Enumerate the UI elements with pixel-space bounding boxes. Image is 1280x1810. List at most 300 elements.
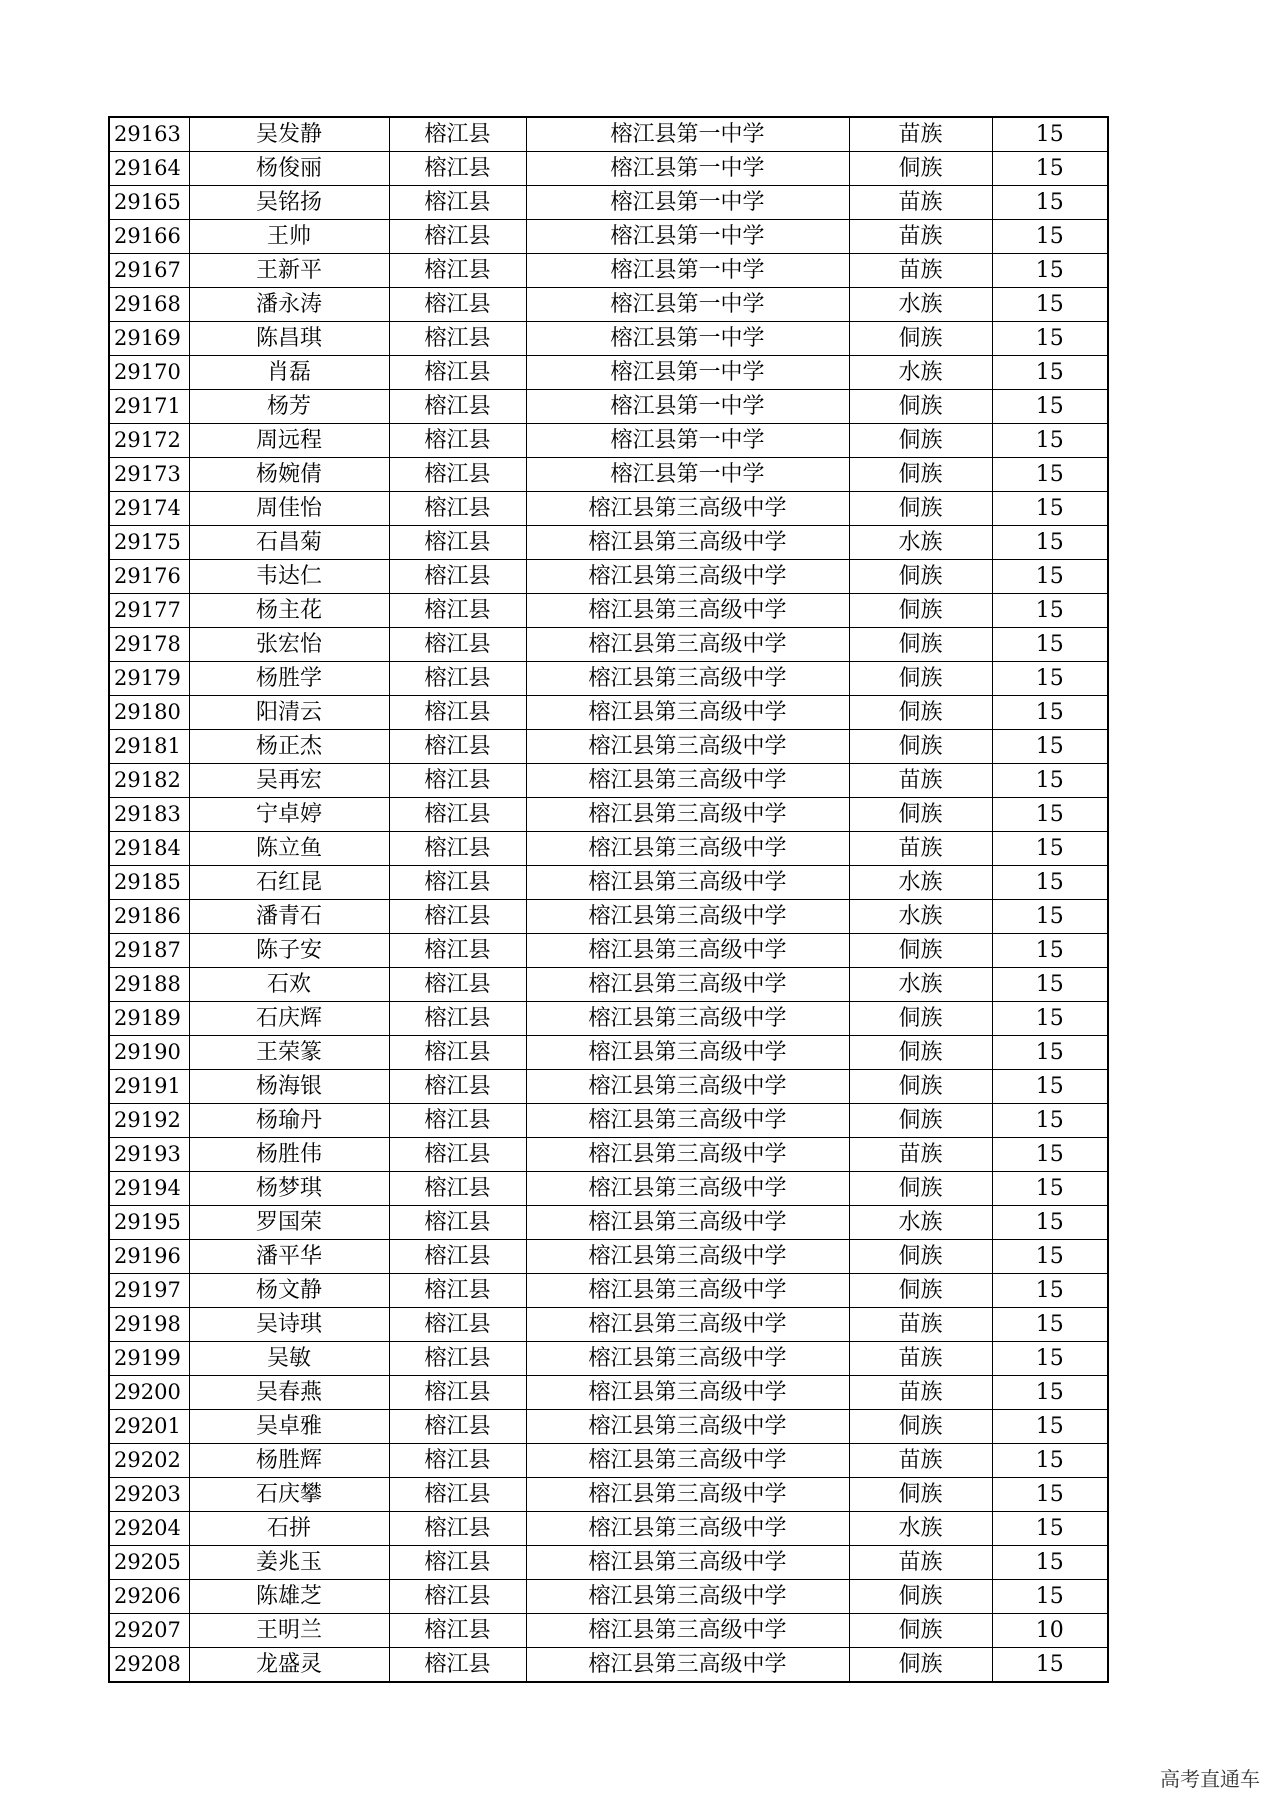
school-cell: 榕江县第三高级中学: [526, 968, 849, 1002]
bonus-points-cell: 15: [992, 117, 1108, 152]
exam-number-cell: 29189: [109, 1002, 189, 1036]
exam-number-cell: 29178: [109, 628, 189, 662]
school-cell: 榕江县第三高级中学: [526, 492, 849, 526]
exam-number-cell: 29179: [109, 662, 189, 696]
ethnicity-cell: 侗族: [849, 934, 992, 968]
school-cell: 榕江县第一中学: [526, 458, 849, 492]
ethnicity-cell: 侗族: [849, 798, 992, 832]
school-cell: 榕江县第一中学: [526, 424, 849, 458]
table-row: [109, 1172, 1108, 1206]
exam-number-cell: 29203: [109, 1478, 189, 1512]
exam-number-cell: 29195: [109, 1206, 189, 1240]
exam-number-cell: 29201: [109, 1410, 189, 1444]
bonus-points-cell: 15: [992, 730, 1108, 764]
ethnicity-cell: 侗族: [849, 1002, 992, 1036]
ethnicity-cell: 水族: [849, 968, 992, 1002]
school-cell: 榕江县第一中学: [526, 186, 849, 220]
exam-number-cell: 29164: [109, 152, 189, 186]
school-cell: 榕江县第三高级中学: [526, 526, 849, 560]
exam-number-cell: 29190: [109, 1036, 189, 1070]
roster-table: [108, 116, 1109, 1683]
student-name-cell: 吴春燕: [189, 1376, 389, 1410]
student-name-cell: 王明兰: [189, 1614, 389, 1648]
student-name-cell: 吴诗琪: [189, 1308, 389, 1342]
table-row: [109, 1104, 1108, 1138]
county-cell: 榕江县: [389, 832, 526, 866]
ethnicity-cell: 苗族: [849, 1546, 992, 1580]
exam-number-cell: 29199: [109, 1342, 189, 1376]
county-cell: 榕江县: [389, 1342, 526, 1376]
bonus-points-cell: 15: [992, 560, 1108, 594]
exam-number-cell: 29163: [109, 117, 189, 152]
bonus-points-cell: 15: [992, 696, 1108, 730]
table-row: [109, 900, 1108, 934]
table-row: [109, 356, 1108, 390]
student-name-cell: 杨梦琪: [189, 1172, 389, 1206]
exam-number-cell: 29168: [109, 288, 189, 322]
exam-number-cell: 29177: [109, 594, 189, 628]
school-cell: 榕江县第三高级中学: [526, 594, 849, 628]
exam-number-cell: 29175: [109, 526, 189, 560]
county-cell: 榕江县: [389, 1104, 526, 1138]
ethnicity-cell: 侗族: [849, 1070, 992, 1104]
table-row: [109, 1308, 1108, 1342]
bonus-points-cell: 15: [992, 1240, 1108, 1274]
bonus-points-cell: 15: [992, 1580, 1108, 1614]
county-cell: 榕江县: [389, 390, 526, 424]
ethnicity-cell: 侗族: [849, 458, 992, 492]
bonus-points-cell: 15: [992, 628, 1108, 662]
bonus-points-cell: 15: [992, 1444, 1108, 1478]
student-name-cell: 宁卓婷: [189, 798, 389, 832]
table-row: [109, 1478, 1108, 1512]
county-cell: 榕江县: [389, 458, 526, 492]
ethnicity-cell: 水族: [849, 866, 992, 900]
exam-number-cell: 29204: [109, 1512, 189, 1546]
student-name-cell: 吴铭扬: [189, 186, 389, 220]
table-row: [109, 1580, 1108, 1614]
ethnicity-cell: 侗族: [849, 628, 992, 662]
bonus-points-cell: 15: [992, 866, 1108, 900]
bonus-points-cell: 15: [992, 1410, 1108, 1444]
county-cell: 榕江县: [389, 1172, 526, 1206]
ethnicity-cell: 苗族: [849, 832, 992, 866]
county-cell: 榕江县: [389, 1070, 526, 1104]
county-cell: 榕江县: [389, 628, 526, 662]
exam-number-cell: 29187: [109, 934, 189, 968]
school-cell: 榕江县第三高级中学: [526, 1342, 849, 1376]
bonus-points-cell: 15: [992, 526, 1108, 560]
ethnicity-cell: 水族: [849, 900, 992, 934]
ethnicity-cell: 侗族: [849, 1478, 992, 1512]
bonus-points-cell: 15: [992, 764, 1108, 798]
student-name-cell: 陈立鱼: [189, 832, 389, 866]
school-cell: 榕江县第一中学: [526, 288, 849, 322]
student-name-cell: 张宏怡: [189, 628, 389, 662]
table-row: [109, 1036, 1108, 1070]
table-row: [109, 1546, 1108, 1580]
exam-number-cell: 29174: [109, 492, 189, 526]
ethnicity-cell: 侗族: [849, 594, 992, 628]
school-cell: 榕江县第三高级中学: [526, 1614, 849, 1648]
school-cell: 榕江县第三高级中学: [526, 1580, 849, 1614]
ethnicity-cell: 侗族: [849, 1614, 992, 1648]
bonus-points-cell: 15: [992, 356, 1108, 390]
student-name-cell: 吴再宏: [189, 764, 389, 798]
school-cell: 榕江县第三高级中学: [526, 1172, 849, 1206]
bonus-points-cell: 15: [992, 900, 1108, 934]
county-cell: 榕江县: [389, 424, 526, 458]
school-cell: 榕江县第三高级中学: [526, 1410, 849, 1444]
bonus-points-cell: 15: [992, 458, 1108, 492]
table-row: [109, 1206, 1108, 1240]
county-cell: 榕江县: [389, 560, 526, 594]
ethnicity-cell: 苗族: [849, 1342, 992, 1376]
student-name-cell: 杨胜伟: [189, 1138, 389, 1172]
bonus-points-cell: 15: [992, 662, 1108, 696]
table-row: [109, 696, 1108, 730]
table-row: [109, 1138, 1108, 1172]
county-cell: 榕江县: [389, 696, 526, 730]
exam-number-cell: 29173: [109, 458, 189, 492]
exam-number-cell: 29197: [109, 1274, 189, 1308]
exam-number-cell: 29186: [109, 900, 189, 934]
table-row: [109, 1410, 1108, 1444]
student-name-cell: 石昌菊: [189, 526, 389, 560]
student-name-cell: 杨俊丽: [189, 152, 389, 186]
ethnicity-cell: 苗族: [849, 117, 992, 152]
school-cell: 榕江县第三高级中学: [526, 1274, 849, 1308]
exam-number-cell: 29194: [109, 1172, 189, 1206]
student-name-cell: 杨海银: [189, 1070, 389, 1104]
exam-number-cell: 29170: [109, 356, 189, 390]
table-row: [109, 424, 1108, 458]
ethnicity-cell: 苗族: [849, 254, 992, 288]
ethnicity-cell: 侗族: [849, 152, 992, 186]
exam-number-cell: 29202: [109, 1444, 189, 1478]
bonus-points-cell: 15: [992, 934, 1108, 968]
student-name-cell: 吴敏: [189, 1342, 389, 1376]
school-cell: 榕江县第三高级中学: [526, 1240, 849, 1274]
school-cell: 榕江县第一中学: [526, 117, 849, 152]
county-cell: 榕江县: [389, 1648, 526, 1683]
exam-number-cell: 29183: [109, 798, 189, 832]
table-row: [109, 492, 1108, 526]
bonus-points-cell: 15: [992, 1036, 1108, 1070]
bonus-points-cell: 15: [992, 1002, 1108, 1036]
bonus-points-cell: 15: [992, 1376, 1108, 1410]
school-cell: 榕江县第一中学: [526, 356, 849, 390]
bonus-points-cell: 15: [992, 1648, 1108, 1683]
student-name-cell: 杨文静: [189, 1274, 389, 1308]
county-cell: 榕江县: [389, 730, 526, 764]
county-cell: 榕江县: [389, 526, 526, 560]
county-cell: 榕江县: [389, 220, 526, 254]
school-cell: 榕江县第一中学: [526, 152, 849, 186]
ethnicity-cell: 苗族: [849, 1376, 992, 1410]
exam-number-cell: 29182: [109, 764, 189, 798]
county-cell: 榕江县: [389, 492, 526, 526]
student-name-cell: 韦达仁: [189, 560, 389, 594]
ethnicity-cell: 侗族: [849, 730, 992, 764]
table-row: [109, 1240, 1108, 1274]
student-name-cell: 阳清云: [189, 696, 389, 730]
county-cell: 榕江县: [389, 1444, 526, 1478]
student-name-cell: 吴发静: [189, 117, 389, 152]
bonus-points-cell: 15: [992, 1308, 1108, 1342]
bonus-points-cell: 15: [992, 1172, 1108, 1206]
exam-number-cell: 29180: [109, 696, 189, 730]
school-cell: 榕江县第三高级中学: [526, 1104, 849, 1138]
exam-number-cell: 29198: [109, 1308, 189, 1342]
student-name-cell: 石红昆: [189, 866, 389, 900]
school-cell: 榕江县第三高级中学: [526, 1376, 849, 1410]
table-row: [109, 152, 1108, 186]
ethnicity-cell: 侗族: [849, 560, 992, 594]
student-name-cell: 杨胜学: [189, 662, 389, 696]
school-cell: 榕江县第三高级中学: [526, 1512, 849, 1546]
exam-number-cell: 29176: [109, 560, 189, 594]
school-cell: 榕江县第三高级中学: [526, 1648, 849, 1683]
school-cell: 榕江县第三高级中学: [526, 798, 849, 832]
school-cell: 榕江县第三高级中学: [526, 730, 849, 764]
school-cell: 榕江县第三高级中学: [526, 1546, 849, 1580]
bonus-points-cell: 15: [992, 1104, 1108, 1138]
student-name-cell: 王荣篆: [189, 1036, 389, 1070]
bonus-points-cell: 15: [992, 220, 1108, 254]
ethnicity-cell: 苗族: [849, 1308, 992, 1342]
bonus-points-cell: 15: [992, 1546, 1108, 1580]
school-cell: 榕江县第三高级中学: [526, 1036, 849, 1070]
ethnicity-cell: 侗族: [849, 1410, 992, 1444]
county-cell: 榕江县: [389, 254, 526, 288]
table-row: [109, 560, 1108, 594]
exam-number-cell: 29166: [109, 220, 189, 254]
watermark-text: 高考直通车: [1160, 1767, 1260, 1791]
exam-number-cell: 29206: [109, 1580, 189, 1614]
school-cell: 榕江县第三高级中学: [526, 1002, 849, 1036]
student-name-cell: 石庆辉: [189, 1002, 389, 1036]
table-row: [109, 968, 1108, 1002]
ethnicity-cell: 侗族: [849, 1240, 992, 1274]
table-row: [109, 1648, 1108, 1683]
ethnicity-cell: 侗族: [849, 1648, 992, 1683]
bonus-points-cell: 15: [992, 594, 1108, 628]
school-cell: 榕江县第三高级中学: [526, 832, 849, 866]
student-name-cell: 周远程: [189, 424, 389, 458]
bonus-points-cell: 15: [992, 152, 1108, 186]
exam-number-cell: 29188: [109, 968, 189, 1002]
bonus-points-cell: 15: [992, 1478, 1108, 1512]
county-cell: 榕江县: [389, 1240, 526, 1274]
school-cell: 榕江县第三高级中学: [526, 628, 849, 662]
county-cell: 榕江县: [389, 1580, 526, 1614]
exam-number-cell: 29181: [109, 730, 189, 764]
table-row: [109, 798, 1108, 832]
table-row: [109, 186, 1108, 220]
exam-number-cell: 29192: [109, 1104, 189, 1138]
table-row: [109, 934, 1108, 968]
ethnicity-cell: 水族: [849, 1512, 992, 1546]
table-row: [109, 526, 1108, 560]
ethnicity-cell: 水族: [849, 526, 992, 560]
ethnicity-cell: 侗族: [849, 1104, 992, 1138]
table-row: [109, 1070, 1108, 1104]
county-cell: 榕江县: [389, 322, 526, 356]
student-name-cell: 王新平: [189, 254, 389, 288]
county-cell: 榕江县: [389, 1376, 526, 1410]
roster-table-body: [109, 117, 1108, 1682]
bonus-points-cell: 15: [992, 288, 1108, 322]
school-cell: 榕江县第三高级中学: [526, 900, 849, 934]
student-name-cell: 杨瑜丹: [189, 1104, 389, 1138]
bonus-points-cell: 15: [992, 1274, 1108, 1308]
table-row: [109, 1342, 1108, 1376]
table-row: [109, 288, 1108, 322]
school-cell: 榕江县第一中学: [526, 254, 849, 288]
table-row: [109, 254, 1108, 288]
exam-number-cell: 29208: [109, 1648, 189, 1683]
ethnicity-cell: 水族: [849, 288, 992, 322]
student-name-cell: 陈雄芝: [189, 1580, 389, 1614]
bonus-points-cell: 15: [992, 832, 1108, 866]
county-cell: 榕江县: [389, 356, 526, 390]
bonus-points-cell: 15: [992, 798, 1108, 832]
bonus-points-cell: 15: [992, 1512, 1108, 1546]
table-row: [109, 1002, 1108, 1036]
county-cell: 榕江县: [389, 1512, 526, 1546]
school-cell: 榕江县第三高级中学: [526, 1478, 849, 1512]
student-name-cell: 杨正杰: [189, 730, 389, 764]
county-cell: 榕江县: [389, 1138, 526, 1172]
school-cell: 榕江县第三高级中学: [526, 934, 849, 968]
ethnicity-cell: 侗族: [849, 1036, 992, 1070]
table-row: [109, 1512, 1108, 1546]
county-cell: 榕江县: [389, 1478, 526, 1512]
county-cell: 榕江县: [389, 764, 526, 798]
table-row: [109, 1376, 1108, 1410]
county-cell: 榕江县: [389, 1546, 526, 1580]
school-cell: 榕江县第三高级中学: [526, 696, 849, 730]
student-name-cell: 潘永涛: [189, 288, 389, 322]
table-row: [109, 458, 1108, 492]
table-row: [109, 1444, 1108, 1478]
bonus-points-cell: 15: [992, 322, 1108, 356]
table-row: [109, 322, 1108, 356]
bonus-points-cell: 15: [992, 1070, 1108, 1104]
county-cell: 榕江县: [389, 1206, 526, 1240]
exam-number-cell: 29196: [109, 1240, 189, 1274]
school-cell: 榕江县第三高级中学: [526, 866, 849, 900]
student-name-cell: 陈子安: [189, 934, 389, 968]
table-row: [109, 1274, 1108, 1308]
ethnicity-cell: 侗族: [849, 1274, 992, 1308]
ethnicity-cell: 侗族: [849, 424, 992, 458]
county-cell: 榕江县: [389, 1410, 526, 1444]
school-cell: 榕江县第一中学: [526, 322, 849, 356]
county-cell: 榕江县: [389, 152, 526, 186]
exam-number-cell: 29200: [109, 1376, 189, 1410]
exam-number-cell: 29193: [109, 1138, 189, 1172]
student-name-cell: 姜兆玉: [189, 1546, 389, 1580]
bonus-points-cell: 15: [992, 390, 1108, 424]
table-row: [109, 628, 1108, 662]
county-cell: 榕江县: [389, 934, 526, 968]
table-row: [109, 866, 1108, 900]
ethnicity-cell: 苗族: [849, 764, 992, 798]
table-row: [109, 662, 1108, 696]
table-row: [109, 220, 1108, 254]
student-name-cell: 肖磊: [189, 356, 389, 390]
school-cell: 榕江县第三高级中学: [526, 1444, 849, 1478]
student-name-cell: 周佳怡: [189, 492, 389, 526]
table-row: [109, 832, 1108, 866]
bonus-points-cell: 15: [992, 1206, 1108, 1240]
county-cell: 榕江县: [389, 117, 526, 152]
table-row: [109, 730, 1108, 764]
school-cell: 榕江县第三高级中学: [526, 1138, 849, 1172]
table-row: [109, 1614, 1108, 1648]
table-row: [109, 594, 1108, 628]
county-cell: 榕江县: [389, 288, 526, 322]
exam-number-cell: 29169: [109, 322, 189, 356]
student-name-cell: 杨婉倩: [189, 458, 389, 492]
student-name-cell: 潘平华: [189, 1240, 389, 1274]
school-cell: 榕江县第一中学: [526, 220, 849, 254]
ethnicity-cell: 侗族: [849, 492, 992, 526]
student-name-cell: 石拼: [189, 1512, 389, 1546]
bonus-points-cell: 10: [992, 1614, 1108, 1648]
exam-number-cell: 29185: [109, 866, 189, 900]
student-name-cell: 潘青石: [189, 900, 389, 934]
county-cell: 榕江县: [389, 1308, 526, 1342]
ethnicity-cell: 侗族: [849, 1580, 992, 1614]
student-name-cell: 杨胜辉: [189, 1444, 389, 1478]
bonus-points-cell: 15: [992, 968, 1108, 1002]
school-cell: 榕江县第三高级中学: [526, 1070, 849, 1104]
county-cell: 榕江县: [389, 1002, 526, 1036]
ethnicity-cell: 水族: [849, 356, 992, 390]
county-cell: 榕江县: [389, 866, 526, 900]
ethnicity-cell: 苗族: [849, 1444, 992, 1478]
school-cell: 榕江县第三高级中学: [526, 560, 849, 594]
school-cell: 榕江县第三高级中学: [526, 662, 849, 696]
table-row: [109, 390, 1108, 424]
ethnicity-cell: 苗族: [849, 220, 992, 254]
exam-number-cell: 29184: [109, 832, 189, 866]
student-name-cell: 罗国荣: [189, 1206, 389, 1240]
school-cell: 榕江县第三高级中学: [526, 764, 849, 798]
student-name-cell: 石欢: [189, 968, 389, 1002]
exam-number-cell: 29167: [109, 254, 189, 288]
student-name-cell: 王帅: [189, 220, 389, 254]
county-cell: 榕江县: [389, 662, 526, 696]
exam-number-cell: 29205: [109, 1546, 189, 1580]
school-cell: 榕江县第三高级中学: [526, 1308, 849, 1342]
ethnicity-cell: 侗族: [849, 322, 992, 356]
school-cell: 榕江县第三高级中学: [526, 1206, 849, 1240]
county-cell: 榕江县: [389, 1614, 526, 1648]
bonus-points-cell: 15: [992, 1138, 1108, 1172]
ethnicity-cell: 侗族: [849, 662, 992, 696]
ethnicity-cell: 苗族: [849, 1138, 992, 1172]
ethnicity-cell: 侗族: [849, 1172, 992, 1206]
ethnicity-cell: 侗族: [849, 696, 992, 730]
table-row: [109, 117, 1108, 152]
county-cell: 榕江县: [389, 798, 526, 832]
student-name-cell: 吴卓雅: [189, 1410, 389, 1444]
exam-number-cell: 29191: [109, 1070, 189, 1104]
